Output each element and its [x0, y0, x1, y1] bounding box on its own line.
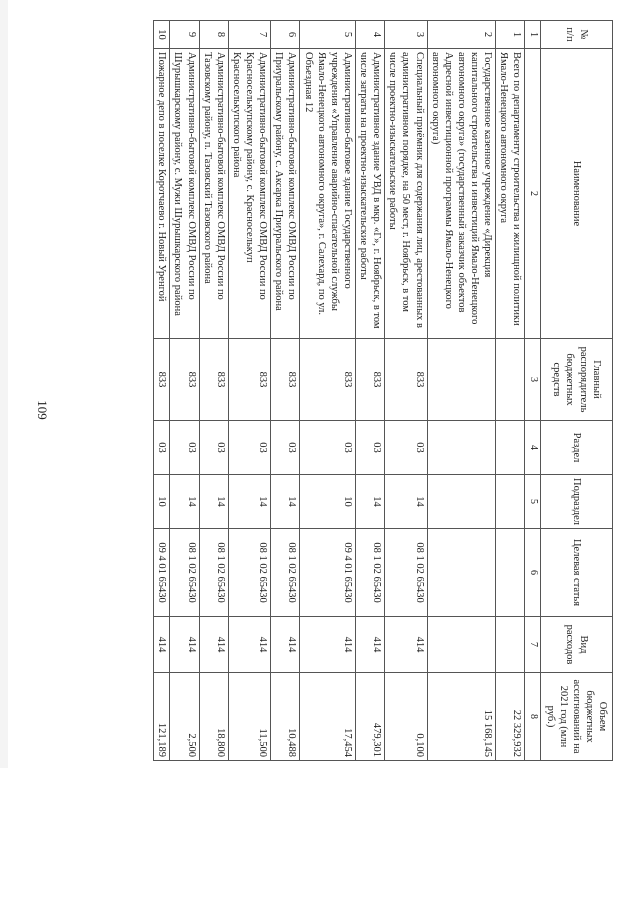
row-target: 08 1 02 65430: [199, 529, 228, 617]
row-target: [427, 529, 496, 617]
row-amount: 2,500: [170, 673, 199, 761]
row-gr: [496, 339, 525, 421]
row-gr: 833: [199, 339, 228, 421]
column-number: 5: [525, 475, 541, 529]
row-amount: 15 168,145: [427, 673, 496, 761]
row-gr: 833: [170, 339, 199, 421]
row-amount: 17,454: [300, 673, 356, 761]
table-row: [427, 21, 496, 761]
row-section: 03: [170, 421, 199, 475]
table-row: [170, 21, 199, 761]
row-num: 8: [199, 21, 228, 49]
column-number-row: [525, 21, 541, 761]
table-row: [385, 21, 427, 761]
row-section: [496, 421, 525, 475]
table-row: [300, 21, 356, 761]
table-row: [154, 21, 170, 761]
table-row: [496, 21, 525, 761]
row-subsection: [427, 475, 496, 529]
row-expense: [427, 617, 496, 673]
column-number: 1: [525, 21, 541, 49]
row-target: 08 1 02 65430: [271, 529, 300, 617]
header-section: Раздел: [541, 421, 613, 475]
row-subsection: [496, 475, 525, 529]
row-target: 09 4 01 65430: [154, 529, 170, 617]
row-expense: 414: [154, 617, 170, 673]
row-section: 03: [356, 421, 385, 475]
row-gr: 833: [154, 339, 170, 421]
scan-bottom-margin: [0, 768, 640, 905]
row-target: 08 1 02 65430: [170, 529, 199, 617]
row-expense: 414: [228, 617, 270, 673]
row-name: Специальный приёмник для содержания лиц, арестованных в административном порядке, на 50 мест, г. Ноябрьск, в том числе проектно-изыскательские работы: [385, 49, 427, 339]
row-subsection: 14: [271, 475, 300, 529]
row-target: 08 1 02 65430: [385, 529, 427, 617]
row-num: 6: [271, 21, 300, 49]
row-name: Всего по департаменту строительства и жилищной политики Ямало-Ненецкого автономного округа: [496, 49, 525, 339]
row-target: [496, 529, 525, 617]
row-gr: [427, 339, 496, 421]
header-name: Наименование: [541, 49, 613, 339]
row-expense: 414: [170, 617, 199, 673]
table-row: [228, 21, 270, 761]
row-section: 03: [300, 421, 356, 475]
row-expense: 414: [199, 617, 228, 673]
row-gr: 833: [385, 339, 427, 421]
row-amount: 11,500: [228, 673, 270, 761]
row-subsection: 14: [170, 475, 199, 529]
row-name: Административно-бытовой комплекс ОМВД России по Приуральскому району, с. Аксарка Приуральского района: [271, 49, 300, 339]
budget-table: [153, 20, 613, 761]
row-num: 1: [496, 21, 525, 49]
rotated-table-container: [156, 20, 613, 760]
row-name: Государственное казенное учреждение «Дирекция капитального строительства и инвестиций Ямало-Ненецкого автономного округа» (государственный заказчик объектов Адресной инвестиционной программы Ямало-Ненецкого автономного округа): [427, 49, 496, 339]
row-name: Пожарное депо в поселке Коротчаево г. Новый Уренгой: [154, 49, 170, 339]
row-gr: 833: [228, 339, 270, 421]
row-section: 03: [385, 421, 427, 475]
header-gr: Главный распорядитель бюджетных средств: [541, 339, 613, 421]
row-amount: 479,301: [356, 673, 385, 761]
row-num: 3: [385, 21, 427, 49]
row-expense: 414: [300, 617, 356, 673]
row-gr: 833: [271, 339, 300, 421]
row-num: 4: [356, 21, 385, 49]
row-name: Административное здание УВД в мкр. «Г», г. Ноябрьск, в том числе затраты на проектно-изыскательские работы: [356, 49, 385, 339]
row-amount: 0,100: [385, 673, 427, 761]
column-number: 2: [525, 49, 541, 339]
row-section: 03: [228, 421, 270, 475]
row-num: 2: [427, 21, 496, 49]
row-expense: 414: [271, 617, 300, 673]
row-name: Административно-бытовой комплекс ОМВД России по Тазовскому району, п. Тазовский Тазовского района: [199, 49, 228, 339]
row-amount: 10,488: [271, 673, 300, 761]
row-amount: 22 329,932: [496, 673, 525, 761]
row-subsection: 10: [154, 475, 170, 529]
header-amount: Объем бюджетных ассигнований на 2021 год (млн руб.): [541, 673, 613, 761]
row-subsection: 10: [300, 475, 356, 529]
row-expense: 414: [356, 617, 385, 673]
table-row: [271, 21, 300, 761]
row-num: 10: [154, 21, 170, 49]
row-target: 08 1 02 65430: [356, 529, 385, 617]
table-row: [199, 21, 228, 761]
row-amount: 18,800: [199, 673, 228, 761]
row-section: 03: [271, 421, 300, 475]
row-target: 09 4 01 65430: [300, 529, 356, 617]
header-subsection: Подраздел: [541, 475, 613, 529]
column-number: 8: [525, 673, 541, 761]
header-row: [541, 21, 613, 761]
row-subsection: 14: [199, 475, 228, 529]
row-expense: 414: [385, 617, 427, 673]
row-section: [427, 421, 496, 475]
row-gr: 833: [356, 339, 385, 421]
column-number: 6: [525, 529, 541, 617]
row-section: 03: [199, 421, 228, 475]
header-expense: Вид расходов: [541, 617, 613, 673]
column-number: 3: [525, 339, 541, 421]
row-name: Административно-бытовой комплекс ОМВД России по Красноселькупскому району, с. Красноселькуп Красноселькупского района: [228, 49, 270, 339]
row-num: 5: [300, 21, 356, 49]
row-amount: 121,189: [154, 673, 170, 761]
row-num: 7: [228, 21, 270, 49]
header-num: № п/п: [541, 21, 613, 49]
page-number: 109: [35, 400, 50, 420]
column-number: 7: [525, 617, 541, 673]
column-number: 4: [525, 421, 541, 475]
row-section: 03: [154, 421, 170, 475]
row-expense: [496, 617, 525, 673]
row-name: Административно-бытовое здание Государственного учреждения «Управление аварийно-спасательной службы Ямало-Ненецкого автономного округа», г. Салехард, по ул. Объездная 12: [300, 49, 356, 339]
row-subsection: 14: [356, 475, 385, 529]
row-target: 08 1 02 65430: [228, 529, 270, 617]
row-name: Административно-бытовой комплекс ОМВД России по Шурышкарскому району, с. Мужи Шурышкарского района: [170, 49, 199, 339]
table-row: [356, 21, 385, 761]
row-subsection: 14: [385, 475, 427, 529]
row-gr: 833: [300, 339, 356, 421]
row-num: 9: [170, 21, 199, 49]
header-target: Целевая статья: [541, 529, 613, 617]
row-subsection: 14: [228, 475, 270, 529]
